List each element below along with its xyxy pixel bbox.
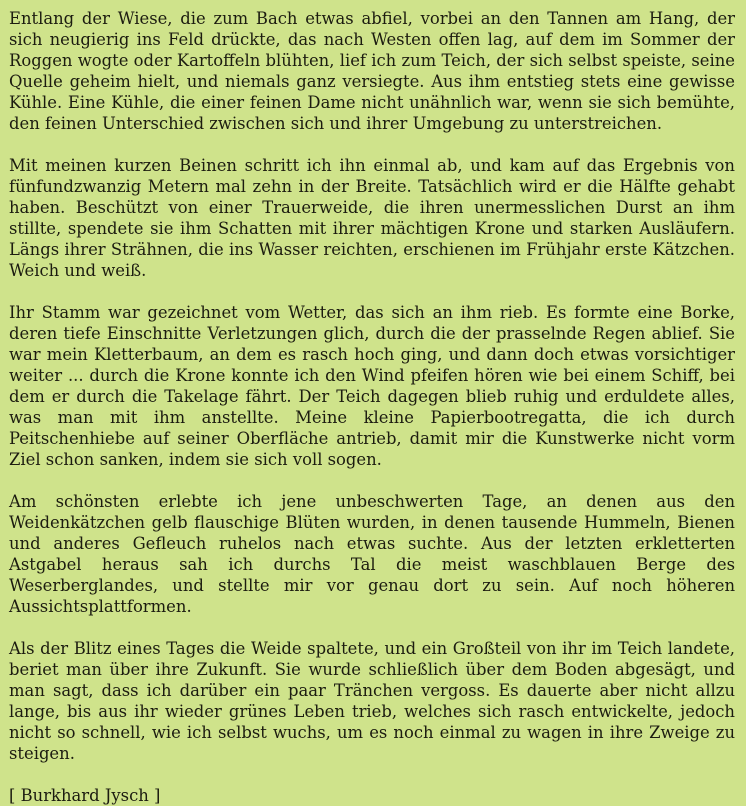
paragraph-3: Ihr Stamm war gezeichnet vom Wetter, das sich an ihm rieb. Es formte eine Borke, deren tiefe Einschnitte Verletzungen glich, durch die der prasselnde Regen ablief. Sie war mein Kletterbaum, an dem es rasch hoch ging, und dann doch etwas vorsichtiger weiter ... durch die Krone konnte ich den Wind pfeifen hören wie bei einem Schiff, bei dem er durch die Takelage fährt. Der Teich dagegen blieb ruhig und erduldete alles, was man mit ihm anstellte. Meine kleine Papierbootregatta, die ich durch Peitschenhiebe auf seiner Oberfläche antrieb, damit mir die Kunstwerke nicht vorm Ziel schon sanken, indem sie sich voll sogen. bbox=[9, 303, 735, 469]
paragraph-2: Mit meinen kurzen Beinen schritt ich ihn einmal ab, und kam auf das Ergebnis von fünfundzwanzig Metern mal zehn in der Breite. Tatsächlich wird er die Hälfte gehabt haben. Beschützt von einer Trauerweide, die ihren unermesslichen Durst an ihm stillte, spendete sie ihm Schatten mit ihrer mächtigen Krone und starken Ausläufern. Längs ihrer Strähnen, die ins Wasser reichten, erschienen im Frühjahr erste Kätzchen. Weich und weiß. bbox=[9, 156, 735, 280]
author-signature: [ Burkhard Jysch ] bbox=[9, 786, 161, 805]
paragraph-5: Als der Blitz eines Tages die Weide spaltete, und ein Großteil von ihr im Teich landete, beriet man über ihre Zukunft. Sie wurde schließlich über dem Boden abgesägt, und man sagt, dass ich darüber ein paar Tränchen vergoss. Es dauerte aber nicht allzu lange, bis aus ihr wieder grünes Leben trieb, welches sich rasch entwickelte, jedoch nicht so schnell, wie ich selbst wuchs, um es noch einmal zu wagen in ihre Zweige zu steigen. bbox=[9, 639, 735, 763]
paragraph-1: Entlang der Wiese, die zum Bach etwas abfiel, vorbei an den Tannen am Hang, der sich neugierig ins Feld drückte, das nach Westen offen lag, auf dem im Sommer der Roggen wogte oder Kartoffeln blühten, lief ich zum Teich, der sich selbst speiste, seine Quelle geheim hielt, und niemals ganz versiegte. Aus ihm entstieg stets eine gewisse Kühle. Eine Kühle, die einer feinen Dame nicht unähnlich war, wenn sie sich bemühte, den feinen Unterschied zwischen sich und ihrer Umgebung zu unterstreichen. bbox=[9, 9, 735, 133]
paragraph-4: Am schönsten erlebte ich jene unbeschwerten Tage, an denen aus den Weidenkätzchen gelb flauschige Blüten wurden, in denen tausende Hummeln, Bienen und anderes Gefleuch ruhelos nach etwas suchte. Aus der letzten erkletterten Astgabel heraus sah ich durchs Tal die meist waschblauen Berge des Weserberglandes, und stellte mir vor genau dort zu sein. Auf noch höheren Aussichtsplattformen. bbox=[9, 492, 735, 616]
